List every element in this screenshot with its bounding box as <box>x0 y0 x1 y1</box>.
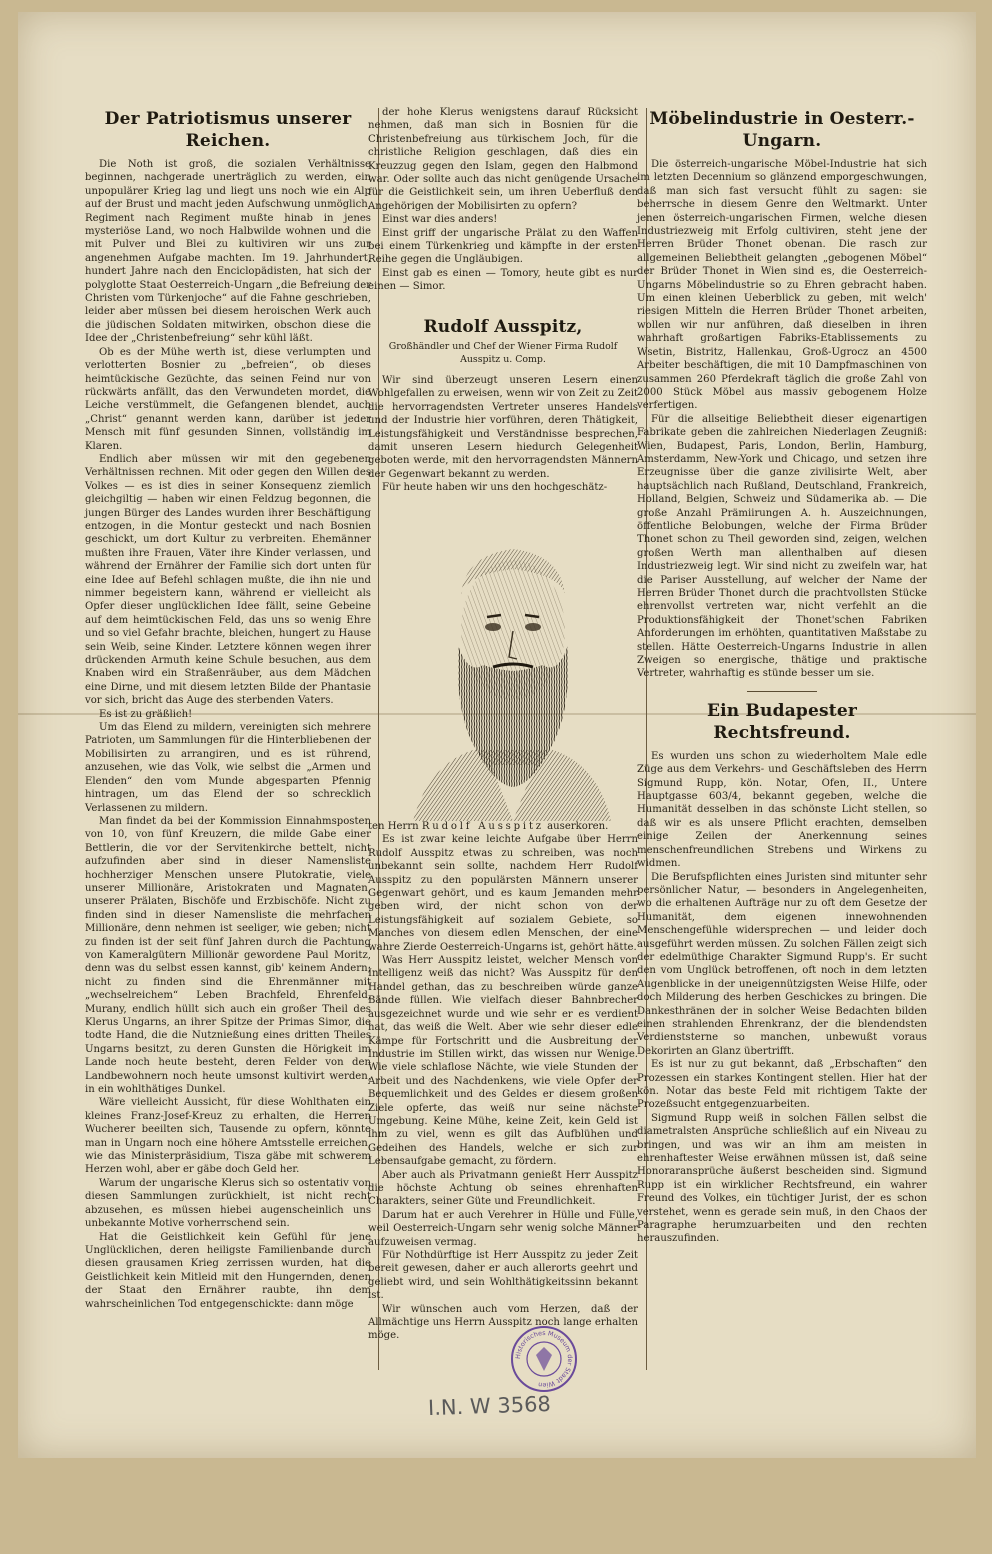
paragraph: Für heute haben wir uns den hochgeschätz- <box>382 482 608 494</box>
paragraph: Aber auch als Privatmann genießt Herr Ausspitz die höchste Achtung ob seines ehrenhaften Charakters, seiner Güte und Freundlichkeit. <box>368 1169 638 1208</box>
stamp-text: Historisches Museum der Stadt Wien <box>513 1328 575 1390</box>
paragraph: Es wurden uns schon zu wiederholtem Male edle Züge aus dem Verkehrs- und Geschäftsleben des Herrn Sigmund Rupp, kön. Notar, Ofen, II., Untere Hauptgasse 603/4, bekannt gegeben, welche die Humanität desselben in das schönste Licht stellen, so daß wir es als unsere Pflicht erachten, demselben einige Zeilen der Anerkennung seines menschenfreundlichen Strebens und Wirkens zu widmen. <box>637 750 927 870</box>
inventory-number: I.N. W 3568 <box>427 1391 552 1421</box>
article-body <box>85 158 371 1311</box>
paragraph: Wir wünschen auch vom Herzen, daß der Allmächtige uns Herrn Ausspitz noch lange erhalten möge. <box>368 1303 638 1342</box>
article-ausspitz-header <box>368 316 638 495</box>
portrait-engraving <box>403 535 621 821</box>
column-3 <box>637 108 927 1554</box>
paragraph: Für Nothdürftige ist Herr Ausspitz zu jeder Zeit bereit gewesen, daher er auch allerorts geehrt und geliebt wird, und sein Wohlthätigkeitssinn bekannt ist. <box>368 1250 638 1302</box>
paragraph: Darum hat er auch Verehrer in Hülle und Fülle, weil Oesterreich-Ungarn sehr wenig solche Männer aufzuweisen vermag. <box>368 1209 638 1248</box>
paragraph: Warum der ungarische Klerus sich so ostentativ von diesen Sammlungen zurückhielt, ist nicht recht abzusehen, es müssen hiebei augenscheinlich uns unbekannte Motive vorherrschend sein. <box>85 1177 371 1230</box>
paragraph <box>368 820 638 833</box>
paragraph: Um das Elend zu mildern, vereinigten sich mehrere Patrioten, um Sammlungen für die Hinterbliebenen der Mobilisirten zu arrangiren, und es ist rührend, anzusehen, wie das Volk, wie selbst die „Armen und Elenden“ den vom Munde abgesparten Pfennig hintragen, um das Elend der so schrecklich Verlassenen zu mildern. <box>85 722 371 814</box>
article-continuation <box>368 106 638 294</box>
paragraph: Einst war dies anders! <box>382 214 498 226</box>
paragraph: Man findet da bei der Kommission Einnahmsposten von 10, von fünf Kreuzern, die milde Gabe einer Bettlerin, die vor der Servitenkirche bettelt, nicht aufzufinden aber sind in dieser Namensliste hochherziger Menschen unsere Plutokratie, viele unserer Millionäre, Aristokraten und Magnaten, unserer Prälaten, Bischöfe und Erzbischöfe. Nicht zu finden sind in dieser Namensliste die mehrfachen Millionäre, denn nehmen ist seeliger, wie geben; nicht zu finden ist der seit fünf Jahren durch die Pachtung von Kameralgütern Millionär gewordene Paul Moritz, denn was du selbst essen kannst, gib' keinem Andern; nicht zu finden sind die Ehrenmänner mit „wechselreichem“ Leben Brachfeld, Ehrenfeld, Murany, endlich hüllt sich auch ein großer Theil des Klerus Ungarns, an ihrer Spitze der Primas Simor, die todte Hand, die die Nutznießung eines dritten Theiles Ungarns besitzt, zu deren Gunsten die Hörigkeit im Lande noch heute besteht, deren Felder von den Landbewohnern noch heute umsonst kultivirt werden, in ein wohlthätiges Dunkel. <box>85 815 371 1096</box>
paragraph: Die Berufspflichten eines Juristen sind mitunter sehr persönlicher Natur, — besonders in Angelegenheiten, wo die erhaltenen Aufträge nur zu oft dem Gesetze der Humanität, dem eigenen innewohnenden Menschengefühle widersprechen — und leider doch ausgeführt werden müssen. Zu solchen Fällen zeigt sich der edelmüthige Charakter Sigmund Rupp's. Er sucht den vom Unglück betroffenen, oft noch in dem letzten Augenblicke in der uneigennützigsten Weise Hilfe, oder doch Milderung des herben Geschickes zu bringen. Die Dankesthränen der in solcher Weise Bedachten bilden einen strahlenden Ehrenkranz, der die blendendsten Verdienststerne so manchen, unbewußt voraus Dekorirten an Glanz übertrifft. <box>637 871 927 1057</box>
paragraph: Es ist zwar keine leichte Aufgabe über Herrn Rudolf Ausspitz etwas zu schreiben, was noch unbekannt sein sollte, nachdem Herr Rudolf Ausspitz zu den populärsten Männern unserer Gegenwart gehört, und es kaum Jemanden mehr geben wird, der nicht schon von der Leistungsfähigkeit auf sozialem Gebiete, so Manches von diesem edlen Menschen, der eine wahre Zierde Oesterreich-Ungarns ist, gehört hätte. <box>368 834 638 953</box>
paragraph: Es ist nur zu gut bekannt, daß „Erbschaften“ den Prozessen ein starkes Kontingent stellen. Hier hat der kön. Notar das beste Feld mit richtigem Takte der Prozeßsucht entgegenzuarbeiten. <box>637 1059 927 1111</box>
museum-stamp <box>510 1325 578 1393</box>
paragraph: Für die allseitige Beliebtheit dieser eigenartigen Fabrikate geben die zahlreichen Niederlagen Zeugniß: Wien, Budapest, Paris, London, Berlin, Hamburg, Amsterdamm, New-York und Chicago, und setzen ihre Erzeugnisse über die ganze zivilisirte Welt, aber hauptsächlich nach Rußland, Deutschland, Frankreich, Holland, Belgien, Schweiz und Südamerika ab. — Die große Anzahl Prämiirungen A. h. Auszeichnungen, öffentliche Belobungen, welche der Firma Brüder Thonet schon zu Theil geworden sind, zeigen, welchen großen Werth man allenthalben auf diesen Industriezweig legt. Wir sind nicht zu zweifeln war, hat die Pariser Ausstellung, auf welcher der Name der Herren Brüder Thonet durch die prachtvollsten Stücke ehrenvollst vertreten war, nicht verfehlt an die Produktionsfähigkeit der Thonet'schen Fabriken Anforderungen im erhöhten, quantitativen Maßstabe zu stellen. Hätte Oesterreich-Ungarns Industrie in allen Zweigen so energische, thätige und praktische Vertreter, wahrhaftig es stünde besser um sie. <box>637 413 927 680</box>
paragraph: Ob es der Mühe werth ist, diese verlumpten und verlotterten Bosnier zu „befreien“, ob dieses heimtückische Gezüchte, das seinen Feind nur von rückwärts anfällt, das den Verwundeten mordet, die Leiche verstümmelt, die Gefangenen blendet, auch „Christ“ genannt werden kann, darüber ist jeder Mensch mit fünf gesunden Sinnen, vollständig im Klaren. <box>85 346 371 452</box>
paragraph: Die österreich-ungarische Möbel-Industrie hat sich im letzten Decennium so glänzend emporgeschwungen, daß man sich fast versucht fühlt zu sagen: sie beherrsche in diesem Genre den Weltmarkt. Unter jenen österreich-ungarischen Firmen, welche diesen Industriezweig mit Erfolg cultiviren, steht jene der Herren Brüder Thonet obenan. Die rasch zur allgemeinen Beliebtheit gelangten „gebogenen Möbel“ der Brüder Thonet in Wien sind es, die Oesterreich-Ungarns Möbelindustrie so zu Ehren gebracht haben. Um einen kleinen Ueberblick zu geben, mit welch' riesigen Mitteln die Herren Brüder Thonet arbeiten, wollen wir nur anführen, daß dieselben in ihren wahrhaft großartigen Fabriks-Etablissements zu Wsetin, Bistritz, Hallenkau, Groß-Ugrocz an 4500 Arbeiter beschäftigen, die mit 10 Dampfmaschinen von zusammen 260 Pferdekraft täglich die große Zahl von 2000 Stück Möbel aus massiv gebogenem Holze verfertigen. <box>637 159 927 412</box>
article-title: Der Patriotismus unserer Reichen. <box>104 109 352 151</box>
text: auserkoren. <box>547 821 609 832</box>
paragraph: Einst gab es einen — Tomory, heute gibt es nur einen — Simor. <box>368 267 638 293</box>
paragraph: Endlich aber müssen wir mit den gegebenen Verhältnissen rechnen. Mit oder gegen den Willen des Volkes — es ist dies in seiner Konsequenz ziemlich gleichgiltig — haben wir einen Feldzug begonnen, die jungen Bürger des Landes wurden ihrer Beschäftigung entzogen, in die Montur gesteckt und nach Bosnien geschickt, um dort Kultur zu verbreiten. Ehemänner mußten ihre Frauen, Väter ihre Kinder verlassen, und während der Ernährer der Familie sich dort unten für eine Idee auf Befehl schlagen mußte, die ihn nie und nimmer begeistern kann, während er vielleicht als Opfer dieser unglücklichen Idee fällt, seine Gebeine auf dem heimtückischen Feld, das uns so wenig Ehre und so viel Gefahr brachte, bleichen, hungert zu Hause sein Weib, seine Kinder. Letztere können wegen ihrer drückenden Armuth keine Schule besuchen, aus dem Knaben wird ein Straßenräuber, aus dem Mädchen eine Dirne, und mit diesem letzten Bilde der Phantasie vor sich, bricht das Auge des sterbenden Vaters. <box>85 453 371 707</box>
text: ten Herrn <box>368 821 419 832</box>
person-name: Rudolf Ausspitz <box>421 821 544 832</box>
article-title: Ein Budapester Rechtsfreund. <box>706 700 858 743</box>
article-ausspitz-body <box>368 820 638 1343</box>
paragraph: Sigmund Rupp weiß in solchen Fällen selbst die diametralsten Ansprüche schließlich auf ein Niveau zu bringen, und was wir an ihm am meisten in ehrenhaftester Weise erwähnen müssen ist, daß seine Honoraransprüche äußerst bescheiden sind. Sigmund Rupp ist ein wirklicher Rechtsfreund, ein wahrer Freund des Volkes, ein tüchtiger Jurist, der es schon verstehet, wenn es gerade sein muß, in den Chaos der Paragraphe herumzuarbeiten und den rechten herauszufinden. <box>637 1112 927 1245</box>
paragraph: Wäre vielleicht Aussicht, für diese Wohlthaten ein kleines Franz-Josef-Kreuz zu erhalten, die Herren Wucherer beeilten sich, Tausende zu opfern, könnte man in Ungarn noch eine höhere Amtsstelle erreichen, wie das Ministerpräsidium, Tisza gäbe mit schwerem Herzen wohl, aber er gäbe doch Geld her. <box>85 1097 371 1176</box>
paragraph: Was Herr Ausspitz leistet, welcher Mensch von Intelligenz weiß das nicht? Was Ausspitz für den Handel gethan, das zu beschreiben würde ganze Bände füllen. Wie vielfach dieser Bahnbrecher ausgezeichnet wurde und wie sehr er es verdient hat, das weiß die Welt. Aber wie sehr dieser edle Kämpe für Fortschritt und die Ausbreitung der Industrie im Stillen wirkt, das wissen nur Wenige. Wie viele schlaflose Nächte, wie viele Stunden der Arbeit und des Nachdenkens, wie viele Opfer der Bequemlichkeit und des Geldes er diesem großen Ziele opferte, das weiß nur seine nächste Umgebung. Keine Mühe, keine Zeit, kein Geld ist ihm zu viel, wenn es gilt das Aufblühen und Gedeihen des Handels, welche er sich zur Lebensaufgabe gemacht, zu fördern. <box>368 955 638 1168</box>
column-1 <box>85 108 371 1554</box>
paragraph: Die Noth ist groß, die sozialen Verhältnisse beginnen, nachgerade unerträglich zu werden, ein unpopulärer Krieg lag und liegt uns noch wie ein Alp auf der Brust und macht jeden Aufschwung unmöglich, Regiment nach Regiment mußte hinab in jenes mysteriöse Land, wo noch Halbwilde wohnen und die mit Pulver und Blei zu kultiviren wir uns zur angenehmen Aufgabe machten. Im 19. Jahrhundert, hundert Jahre nach den Enciclopädisten, hat sich der polyglotte Staat Oesterreich-Ungarn „die Befreiung der Christen vom Türkenjoche“ auf die Fahne geschrieben, leider aber müssen bei diesem heroischen Werk auch die jüdischen Soldaten mitwirken, obschon diese die Idee der „Christenbefreiung“ sehr kühl läßt. <box>85 159 371 345</box>
paragraph: der hohe Klerus wenigstens darauf Rücksicht nehmen, daß man sich in Bosnien für die Christenbefreiung aus türkischem Joch, für die christliche Religion geschlagen, daß dies ein Kreuzzug gegen den Islam, gegen den Halbmond war. Oder sollte auch das nicht genügende Ursache für die Geistlichkeit sein, um ihren Ueberfluß den Angehörigen der Mobilisirten zu opfern? <box>368 107 638 212</box>
paragraph: Es ist zu gräßlich! <box>99 708 193 720</box>
article-subtitle: Großhändler und Chef der Wiener Firma Rudolf Ausspitz u. Comp. <box>388 341 618 365</box>
paragraph: Einst griff der ungarische Prälat zu den Waffen bei einem Türkenkrieg und kämpfte in der ersten Reihe gegen die Ungläubigen. <box>368 227 638 266</box>
article-title: Rudolf Ausspitz, <box>423 317 583 337</box>
paragraph: Wir sind überzeugt unseren Lesern einen Wohlgefallen zu erweisen, wenn wir von Zeit zu Zeit die hervorragendsten Vertreter unseres Handels und der Industrie hier vorführen, deren Thätigkeit, Leistungsfähigkeit und Verständnisse besprechen, damit unseren Lesern hiedurch Gelegenheit geboten werde, mit den hervorragendsten Männern der Gegenwart bekannt zu werden. <box>368 375 638 480</box>
article-separator <box>747 691 817 692</box>
paragraph: Hat die Geistlichkeit kein Gefühl für jene Unglücklichen, deren heiligste Familienbande durch diesen grausamen Krieg zerrissen wurden, hat die Geistlichkeit kein Mitleid mit den Hungernden, denen der Staat den Ernährer raubte, ihn dem wahrscheinlichen Tod entgegenschickte: dann möge <box>85 1231 371 1310</box>
article-title: Möbelindustrie in Oesterr.-Ungarn. <box>649 109 915 151</box>
